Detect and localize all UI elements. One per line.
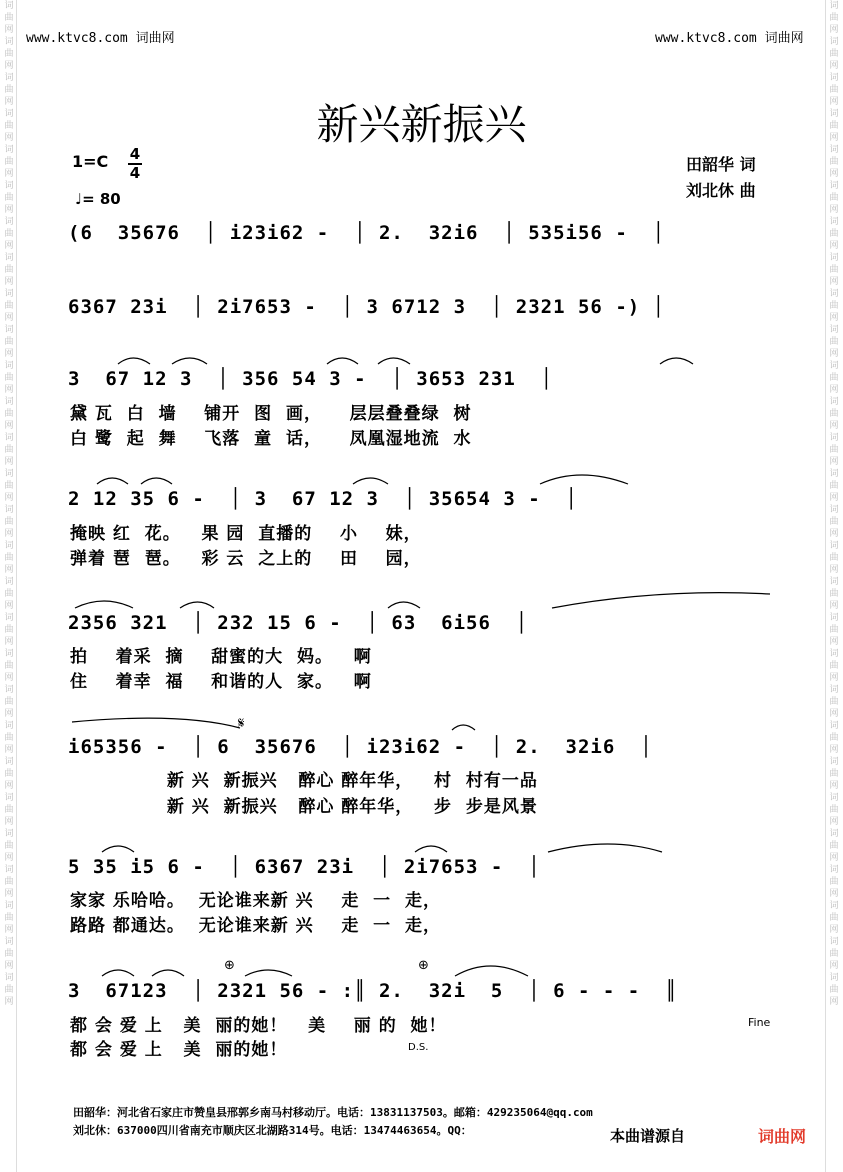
contact-composer: 刘北休：637000四川省南充市顺庆区北湖路314号。电话：13474463654。QQ： bbox=[73, 1124, 472, 1137]
notation-line-3: 3 67 12 3 │ 356 54 3 - │ 3653 231 │ bbox=[68, 368, 554, 390]
slur bbox=[548, 844, 662, 852]
slur bbox=[540, 475, 628, 484]
coda-icon-2: ⊕ bbox=[418, 958, 429, 973]
slur bbox=[660, 358, 693, 364]
slur bbox=[455, 966, 528, 976]
key-signature: 1=C bbox=[72, 152, 109, 171]
slur bbox=[75, 601, 133, 608]
side-watermark-right: 词曲网词曲网词曲网词曲网词曲网词曲网词曲网词曲网词曲网词曲网词曲网词曲网词曲网词曲网词曲网词曲网词曲网词曲网词曲网词曲网词曲网词曲网词曲网词曲网词曲网词曲网词曲网词曲网 bbox=[829, 1, 839, 1007]
notation-line-8: 3 67123 │ 2321 56 - :║ 2. 32i 5 │ 6 - - - ║ bbox=[68, 980, 678, 1002]
notation-line-7: 5 35 i5 6 - │ 6367 23i │ 2i7653 - │ bbox=[68, 856, 541, 878]
lyric-line-7a: 家家 乐哈哈。 无论谁来新 兴 走 一 走， bbox=[70, 891, 442, 911]
fine-mark: Fine bbox=[748, 1016, 771, 1029]
notation-line-5: 2356 321 │ 232 15 6 - │ 63 6i56 │ bbox=[68, 612, 529, 634]
lyric-line-3a: 黛 瓦 白 墙 铺开 图 画， 层层叠叠绿 树 bbox=[70, 404, 472, 424]
slur bbox=[97, 478, 128, 484]
composer-credit: 刘北休 曲 bbox=[686, 181, 756, 200]
lyric-line-6a: 新 兴 新振兴 醉心 醉年华， 村 村有一品 bbox=[70, 771, 538, 791]
segno-icon: 𝄋 bbox=[238, 714, 245, 732]
slur bbox=[327, 358, 358, 364]
slur bbox=[72, 718, 240, 728]
slur bbox=[102, 970, 134, 976]
side-watermark-left: 词曲网词曲网词曲网词曲网词曲网词曲网词曲网词曲网词曲网词曲网词曲网词曲网词曲网词曲网词曲网词曲网词曲网词曲网词曲网词曲网词曲网词曲网词曲网词曲网词曲网词曲网词曲网词曲网 bbox=[4, 1, 14, 1007]
site-url-left[interactable]: www.ktvc8.com 词曲网 bbox=[26, 31, 175, 46]
lyric-line-3b: 白 鹭 起 舞 飞落 童 话， 凤凰湿地流 水 bbox=[70, 429, 472, 449]
time-sig-bottom: 4 bbox=[129, 164, 141, 182]
slur bbox=[452, 725, 475, 730]
notation-line-6: i65356 - │ 6 35676 │ i23i62 - │ 2. 32i6 │ bbox=[68, 736, 653, 758]
slur bbox=[388, 602, 420, 608]
coda-icon-1: ⊕ bbox=[224, 958, 235, 973]
notation-line-1: (6 35676 │ i23i62 - │ 2. 32i6 │ 535i56 - │ bbox=[68, 222, 666, 244]
slur bbox=[415, 846, 447, 852]
slur bbox=[378, 358, 410, 364]
slur bbox=[552, 593, 770, 608]
contact-lyricist: 田韶华：河北省石家庄市赞皇县邢郭乡南马村移动厅。电话：13831137503。邮箱：429235064@qq.com bbox=[73, 1106, 593, 1119]
lyric-line-8b: 都 会 爱 上 美 丽的她！ bbox=[70, 1040, 288, 1060]
lyric-line-6b: 新 兴 新振兴 醉心 醉年华， 步 步是风景 bbox=[70, 797, 538, 817]
slur bbox=[353, 478, 388, 484]
notation-line-2: 6367 23i │ 2i7653 - │ 3 6712 3 │ 2321 56 -) │ bbox=[68, 296, 666, 318]
site-url-right[interactable]: www.ktvc8.com 词曲网 bbox=[655, 31, 804, 46]
slur bbox=[172, 358, 207, 364]
slur bbox=[180, 602, 214, 608]
lyricist-credit: 田韶华 词 bbox=[686, 155, 756, 174]
lyric-line-8a: 都 会 爱 上 美 丽的她！ 美 丽 的 她！ bbox=[70, 1016, 447, 1036]
slur bbox=[102, 846, 134, 852]
ds-mark: D.S. bbox=[408, 1042, 429, 1053]
site-logo[interactable]: 词曲网 bbox=[758, 1127, 807, 1146]
slur bbox=[141, 478, 172, 484]
song-title: 新兴新振兴 bbox=[316, 100, 527, 149]
slur bbox=[245, 970, 292, 976]
lyric-line-5b: 住 着幸 福 和谐的人 家。 啊 bbox=[70, 672, 372, 692]
tempo-mark: ♩= 80 bbox=[75, 190, 121, 208]
lyric-line-4a: 掩映 红 花。 果 园 直播的 小 妹， bbox=[70, 524, 422, 544]
lyric-line-7b: 路路 都通达。 无论谁来新 兴 走 一 走， bbox=[70, 916, 442, 936]
slur bbox=[118, 358, 150, 364]
notation-line-4: 2 12 35 6 - │ 3 67 12 3 │ 35654 3 - │ bbox=[68, 488, 578, 510]
lyric-line-5a: 拍 着采 摘 甜蜜的大 妈。 啊 bbox=[70, 647, 372, 667]
source-note: 本曲谱源自 bbox=[610, 1127, 686, 1145]
slur bbox=[152, 970, 184, 976]
time-sig-top: 4 bbox=[129, 145, 141, 163]
lyric-line-4b: 弹着 琶 琶。 彩 云 之上的 田 园， bbox=[70, 549, 422, 569]
